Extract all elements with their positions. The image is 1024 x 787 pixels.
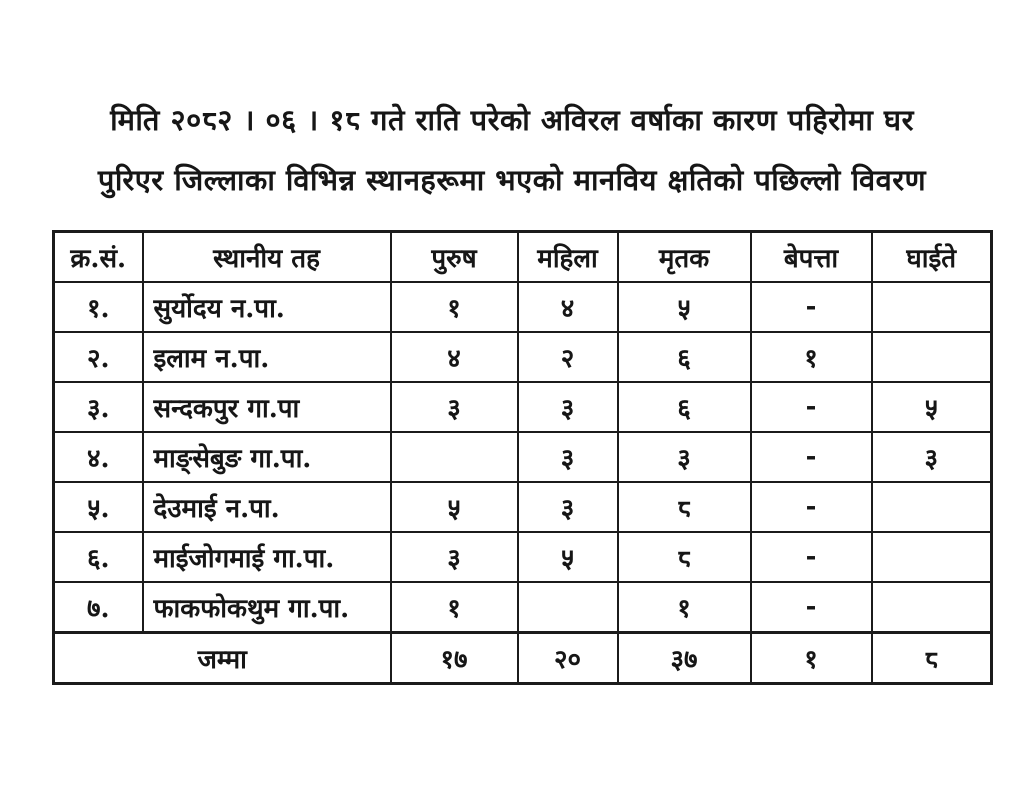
cell-serial: ५. [54,482,143,532]
cell-female: ३ [518,432,618,482]
casualty-table [52,230,993,685]
table-row [54,582,992,633]
document-title [0,90,1024,210]
column-header-female: महिला [518,232,618,283]
cell-deceased: ५ [618,282,751,332]
cell-male: ४ [391,332,518,382]
table-row [54,332,992,382]
cell-injured [872,582,992,633]
cell-deceased: ६ [618,332,751,382]
cell-female: ३ [518,482,618,532]
column-header-serial: क्र.सं. [54,232,143,283]
total-injured: ८ [872,633,992,684]
column-header-male: पुरुष [391,232,518,283]
cell-missing: १ [751,332,872,382]
cell-local-level: माईजोगमाई गा.पा. [143,532,391,582]
cell-injured [872,532,992,582]
header-row [54,232,992,283]
cell-local-level: फाकफोकथुम गा.पा. [143,582,391,633]
total-row [54,633,992,684]
cell-deceased: ८ [618,532,751,582]
cell-deceased: १ [618,582,751,633]
cell-injured [872,332,992,382]
cell-injured: ५ [872,382,992,432]
cell-missing: - [751,432,872,482]
column-header-missing: बेपत्ता [751,232,872,283]
cell-deceased: ३ [618,432,751,482]
cell-serial: २. [54,332,143,382]
cell-female: २ [518,332,618,382]
total-label: जम्मा [54,633,391,684]
table-row [54,282,992,332]
cell-local-level: इलाम न.पा. [143,332,391,382]
cell-deceased: ८ [618,482,751,532]
table-row [54,432,992,482]
title-line-1: मिति २०८२ । ०६ । १८ गते राति परेको अविरल वर्षाका कारण पहिरोमा घर [110,103,914,137]
cell-serial: ३. [54,382,143,432]
table-row [54,482,992,532]
cell-male: १ [391,582,518,633]
cell-serial: ७. [54,582,143,633]
cell-local-level: माङ्सेबुङ गा.पा. [143,432,391,482]
cell-male: ५ [391,482,518,532]
cell-local-level: सन्दकपुर गा.पा [143,382,391,432]
title-line-2: पुरिएर जिल्लाका विभिन्न स्थानहरूमा भएको मानविय क्षतिको पछिल्लो विवरण [97,163,927,197]
cell-male: १ [391,282,518,332]
cell-male: ३ [391,382,518,432]
cell-male [391,432,518,482]
cell-missing: - [751,532,872,582]
total-missing: १ [751,633,872,684]
cell-serial: १. [54,282,143,332]
cell-injured [872,482,992,532]
cell-female: ४ [518,282,618,332]
total-male: १७ [391,633,518,684]
total-female: २० [518,633,618,684]
cell-injured [872,282,992,332]
column-header-injured: घाईते [872,232,992,283]
cell-missing: - [751,282,872,332]
table-row [54,532,992,582]
column-header-deceased: मृतक [618,232,751,283]
cell-deceased: ६ [618,382,751,432]
cell-female: ५ [518,532,618,582]
cell-missing: - [751,382,872,432]
cell-female [518,582,618,633]
cell-male: ३ [391,532,518,582]
cell-local-level: सुर्योदय न.पा. [143,282,391,332]
cell-missing: - [751,582,872,633]
cell-serial: ६. [54,532,143,582]
cell-injured: ३ [872,432,992,482]
cell-serial: ४. [54,432,143,482]
cell-local-level: देउमाई न.पा. [143,482,391,532]
table-row [54,382,992,432]
cell-female: ३ [518,382,618,432]
total-deceased: ३७ [618,633,751,684]
column-header-local-level: स्थानीय तह [143,232,391,283]
cell-missing: - [751,482,872,532]
